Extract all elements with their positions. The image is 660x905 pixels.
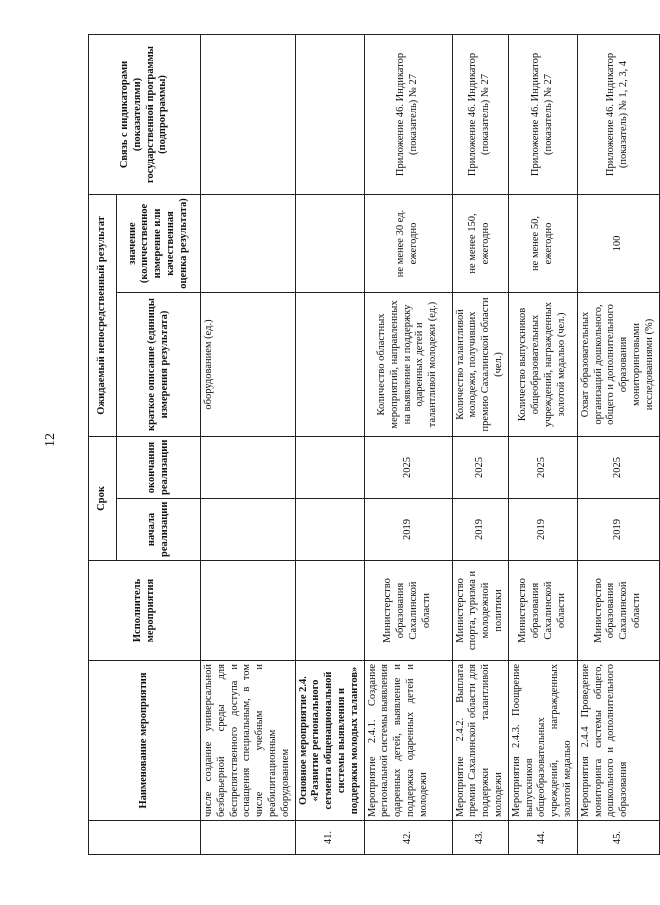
row-end: 2025 (508, 436, 577, 498)
header-expected-desc: краткое описание (единицы измерения результата) (117, 292, 201, 436)
row-num: 41. (295, 821, 364, 855)
row-start (295, 499, 364, 561)
row-name: Мероприятие 2.4.2. Выплата премии Сахалинской области для поддержки талантливой молодежи (452, 661, 508, 821)
row-link (201, 34, 296, 194)
row-num (201, 821, 296, 855)
table-header-row-1 (89, 34, 117, 854)
program-table-frame (88, 35, 655, 855)
table-row (452, 34, 508, 854)
table-row (364, 34, 452, 854)
row-start: 2019 (577, 499, 659, 561)
row-start (201, 499, 296, 561)
row-name: Мероприятия 2.4.4 Проведение мониторинга системы общего, дошкольного и дополнительного образования (577, 661, 659, 821)
row-link: Приложение 46. Индикатор (показатель) № 27 (452, 34, 508, 194)
row-end (201, 436, 296, 498)
table-row (577, 34, 659, 854)
row-end (295, 436, 364, 498)
row-value (201, 194, 296, 292)
row-link: Приложение 46. Индикатор (показатель) № 27 (364, 34, 452, 194)
row-value: 100 (577, 194, 659, 292)
header-expected: Ожидаемый непосредственный результат (89, 194, 117, 436)
row-start: 2019 (452, 499, 508, 561)
row-desc (295, 292, 364, 436)
header-link: Связь с индикаторами (показателями) государственной программы (подпрограммы) (89, 34, 201, 194)
row-value (295, 194, 364, 292)
row-name: Основное мероприятие 2.4. «Развитие регионального сегмента общенациональной системы выявления и поддержки молодых талантов» (295, 661, 364, 821)
row-name: Мероприятия 2.4.3. Поощрение выпускников общеобразовательных учреждений, награжденных золотой медалью (508, 661, 577, 821)
row-executor: Министерство спорта, туризма и молодежной политики (452, 561, 508, 661)
row-value: не менее 50, ежегодно (508, 194, 577, 292)
row-num: 44. (508, 821, 577, 855)
row-desc: Охват образовательных организаций дошкольного, общего и дополнительного образования мониторинговыми исследованиями (%) (577, 292, 659, 436)
row-link: Приложение 46. Индикатор (показатель) № 1, 2, 3, 4 (577, 34, 659, 194)
row-link (295, 34, 364, 194)
row-desc: Количество выпускников общеобразовательных учреждений, награжденных золотой медалью (чел.) (508, 292, 577, 436)
page-number: 12 (43, 433, 58, 447)
row-desc: Количество талантливой молодежи, получивших премию Сахалинской области (чел.) (452, 292, 508, 436)
row-start: 2019 (508, 499, 577, 561)
table-row (201, 34, 296, 854)
row-executor (295, 561, 364, 661)
header-num (89, 821, 201, 855)
row-desc: Количество областных мероприятий, направленных на выявление и поддержку одаренных детей и талантливой молодежи (ед.) (364, 292, 452, 436)
row-num: 43. (452, 821, 508, 855)
row-executor: Министерство образования Сахалинской области (577, 561, 659, 661)
row-executor: Министерство образования Сахалинской области (364, 561, 452, 661)
row-name: Мероприятие 2.4.1. Создание региональной системы выявления одаренных детей, выявление и поддержка одаренных детей и молодежи (364, 661, 452, 821)
row-value: не менее 150, ежегодно (452, 194, 508, 292)
row-num: 42. (364, 821, 452, 855)
header-name: Наименование мероприятия (89, 661, 201, 821)
row-value: не менее 30 ед. ежегодно (364, 194, 452, 292)
header-expected-value: значение (количественное измерение или качественная оценка результата) (117, 194, 201, 292)
row-executor (201, 561, 296, 661)
header-term: Срок (89, 436, 117, 560)
table-row (295, 34, 364, 854)
row-end: 2025 (452, 436, 508, 498)
header-term-end: окончания реализации (117, 436, 201, 498)
row-executor: Министерство образования Сахалинской области (508, 561, 577, 661)
row-name: числе создание универсальной безбарьерной среды для беспрепятственного доступа и оснащения специальным, в том числе учебным и реабилитационным оборудованием (201, 661, 296, 821)
table-row (508, 34, 577, 854)
row-start: 2019 (364, 499, 452, 561)
row-end: 2025 (364, 436, 452, 498)
row-desc: оборудованием (ед.) (201, 292, 296, 436)
program-activities-table (88, 34, 660, 855)
header-term-start: начала реализации (117, 499, 201, 561)
row-num: 45. (577, 821, 659, 855)
header-executor: Исполнитель мероприятия (89, 561, 201, 661)
row-end: 2025 (577, 436, 659, 498)
row-link: Приложение 46. Индикатор (показатель) № 27 (508, 34, 577, 194)
